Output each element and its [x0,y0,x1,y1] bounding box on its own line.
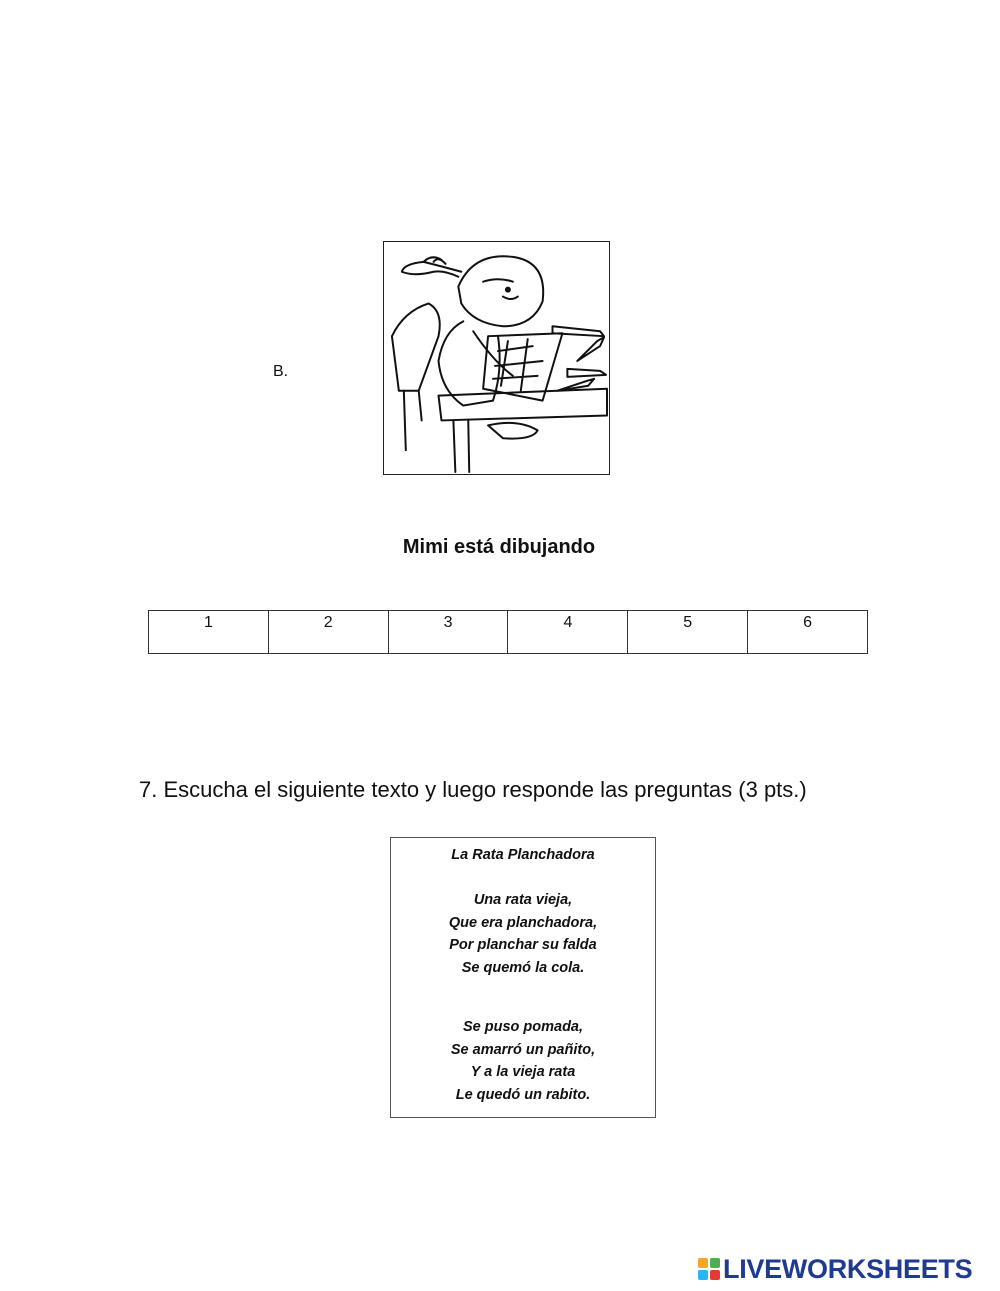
poem-line: Y a la vieja rata [470,1064,576,1080]
answer-number-table [148,610,868,654]
poem-line: Una rata vieja, [473,892,573,908]
logo-block [698,1270,708,1280]
poem-line: Se puso pomada, [462,1019,584,1035]
poem-box [390,837,656,1118]
poem-line: Se amarró un pañito, [450,1041,596,1058]
question-text: 7. Escucha el siguiente texto y luego responde las preguntas (3 pts.) [139,777,807,802]
poem-line: Que era planchadora, [448,914,598,931]
number-cell[interactable]: 5 [628,611,748,654]
logo-block [710,1258,720,1268]
girl-drawing-illustration [383,241,610,475]
number-cell[interactable]: 1 [149,611,269,654]
poem-line: Le quedó un rabito. [455,1086,591,1103]
logo-text: LIVEWORKSHEETS [723,1253,973,1284]
logo-blocks-icon [698,1258,720,1280]
picture-caption: Mimi está dibujando [402,536,596,558]
poem-title: La Rata Planchadora [451,847,595,863]
logo-block [698,1258,708,1268]
poem-stanza [391,889,655,979]
logo-block [710,1270,720,1280]
option-letter: B. [273,363,289,380]
number-cell[interactable]: 6 [748,611,868,654]
number-cell[interactable]: 4 [508,611,628,654]
poem-line: Se quemó la cola. [461,959,585,976]
liveworksheets-logo [698,1254,972,1284]
number-cell[interactable]: 3 [388,611,508,654]
poem-stanza [391,1016,655,1106]
number-cell[interactable]: 2 [268,611,388,654]
poem-line: Por planchar su falda [449,937,597,953]
